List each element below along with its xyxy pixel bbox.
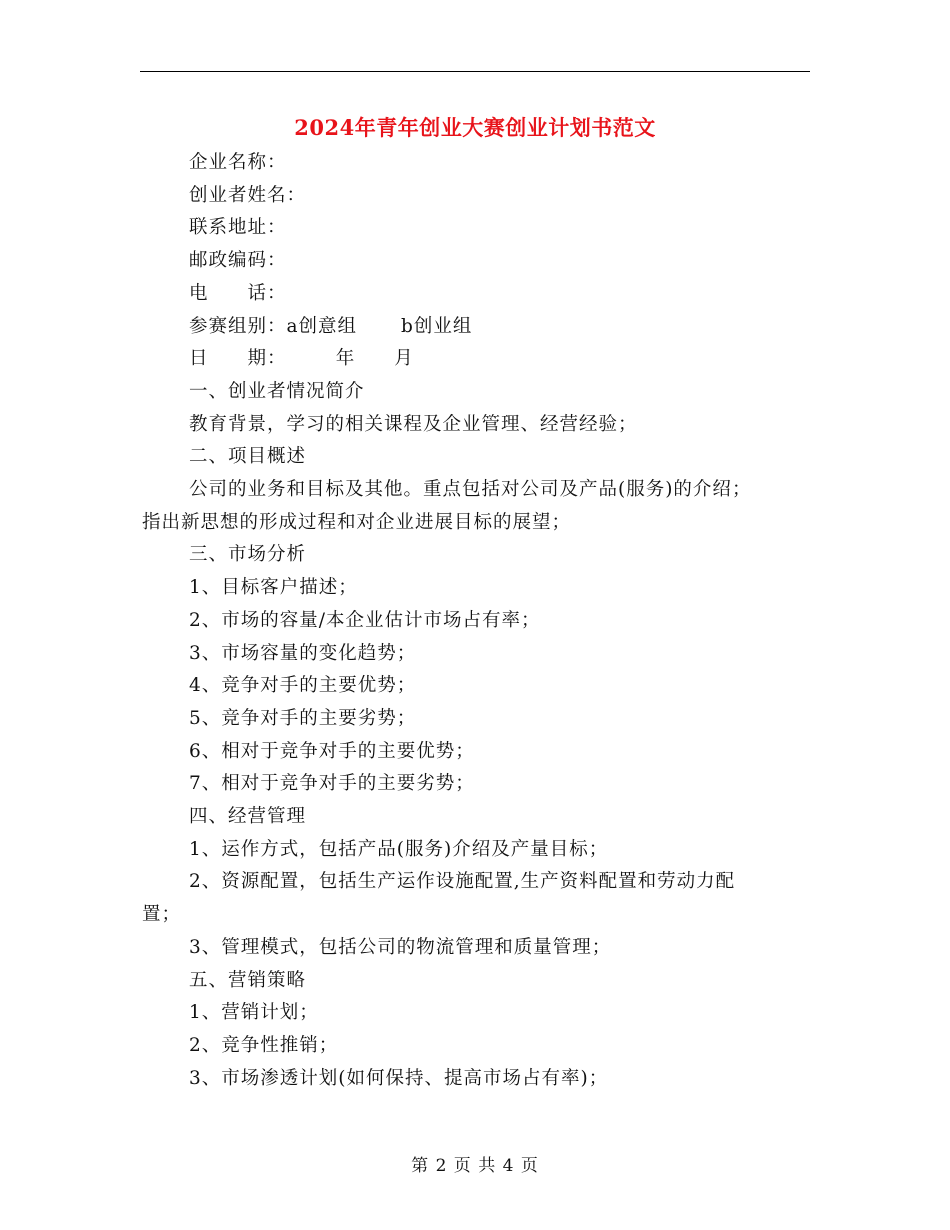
section-2-text-line-2: 指出新思想的形成过程和对企业进展目标的展望； — [142, 511, 572, 533]
page-footer: 第 2 页 共 4 页 — [411, 1156, 539, 1176]
section-2-heading: 二、项目概述 — [189, 446, 307, 468]
list-item: 3、管理模式，包括公司的物流管理和质量管理； — [189, 936, 612, 958]
section-4-heading: 四、经营管理 — [189, 806, 307, 828]
list-item: 1、目标客户描述； — [189, 577, 358, 599]
document-body — [142, 147, 810, 1095]
list-item: 3、市场容量的变化趋势； — [189, 642, 417, 664]
list-item: 2、市场的容量/本企业估计市场占有率； — [189, 609, 541, 631]
field-founder-name: 创业者姓名： — [189, 184, 307, 206]
section-3-heading: 三、市场分析 — [189, 544, 307, 566]
field-postcode: 邮政编码： — [189, 250, 287, 272]
group-option-b: b创业组 — [401, 315, 473, 337]
section-5-heading: 五、营销策略 — [189, 969, 307, 991]
section-2-text-line-1: 公司的业务和目标及其他。重点包括对公司及产品(服务)的介绍； — [189, 479, 752, 501]
list-item: 1、运作方式，包括产品(服务)介绍及产量目标； — [189, 838, 609, 860]
list-item: 5、竞争对手的主要劣势； — [189, 707, 417, 729]
group-option-a: 参赛组别：a创意组 — [189, 315, 358, 337]
field-date: 日 期： 年 月 — [189, 348, 414, 370]
list-item: 1、营销计划； — [189, 1002, 319, 1024]
field-group — [142, 311, 810, 344]
list-item: 4、竞争对手的主要优势； — [189, 675, 417, 697]
list-item: 3、市场渗透计划(如何保持、提高市场占有率)； — [189, 1067, 609, 1089]
section-1-text: 教育背景，学习的相关课程及企业管理、经营经验； — [189, 413, 638, 435]
list-item: 2、竞争性推销； — [189, 1034, 339, 1056]
field-address: 联系地址： — [189, 217, 287, 239]
list-item: 7、相对于竞争对手的主要劣势； — [189, 773, 475, 795]
header-rule — [140, 71, 810, 72]
field-phone: 电 话： — [189, 282, 287, 304]
list-item: 2、资源配置，包括生产运作设施配置,生产资料配置和劳动力配 — [189, 871, 736, 893]
document-title: 2024年青年创业大赛创业计划书范文 — [294, 115, 656, 140]
list-item-continuation: 置； — [142, 904, 182, 926]
field-company-name: 企业名称： — [189, 152, 287, 173]
list-item: 6、相对于竞争对手的主要优势； — [189, 740, 475, 762]
section-1-heading: 一、创业者情况简介 — [189, 380, 365, 402]
